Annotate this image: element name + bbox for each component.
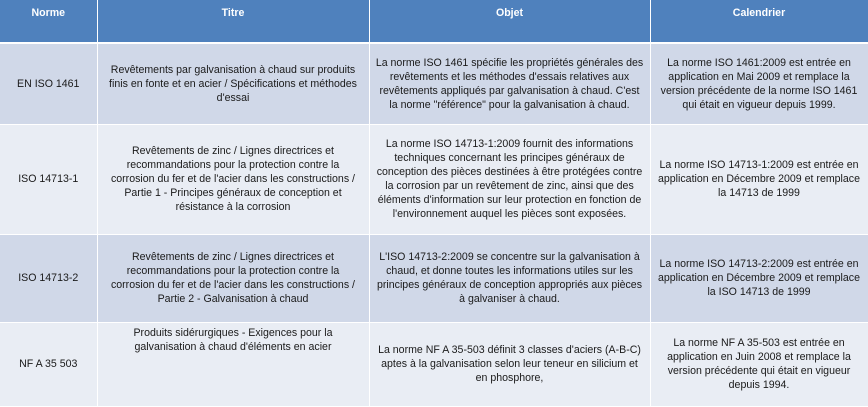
table-row <box>0 124 868 234</box>
header-row <box>0 0 868 43</box>
header-objet: Objet <box>369 0 650 43</box>
cell-norme: NF A 35 503 <box>0 322 97 406</box>
table-row <box>0 322 868 406</box>
cell-norme: EN ISO 1461 <box>0 43 97 124</box>
cell-calendrier: La norme NF A 35-503 est entrée en application en Juin 2008 et remplace la version précédente qui était en vigueur depuis 1994. <box>650 322 868 406</box>
cell-objet: La norme ISO 1461 spécifie les propriétés générales des revêtements et les méthodes d'essais relatives aux revêtements appliqués par galvanisation à chaud. C'est la norme "référence" pour la galvanisation à chaud. <box>369 43 650 124</box>
table-row <box>0 43 868 124</box>
cell-norme: ISO 14713-2 <box>0 234 97 322</box>
cell-norme: ISO 14713-1 <box>0 124 97 234</box>
cell-titre: Revêtements de zinc / Lignes directrices et recommandations pour la protection contre la corrosion du fer et de l'acier dans les constructions / Partie 1 - Principes généraux de conception et résistance à la corrosion <box>97 124 369 234</box>
cell-calendrier: La norme ISO 1461:2009 est entrée en application en Mai 2009 et remplace la version précédente de la norme ISO 1461 qui était en vigueur depuis 1999. <box>650 43 868 124</box>
header-calendrier: Calendrier <box>650 0 868 43</box>
header-norme: Norme <box>0 0 97 43</box>
cell-objet: La norme ISO 14713-1:2009 fournit des informations techniques concernant les principes généraux de conception des pièces destinées à être protégées contre la corrosion par un revêtement de zinc, ainsi que des éléments d'information sur leur protection en fonction de l'environnement auquel les pièces sont exposées. <box>369 124 650 234</box>
cell-calendrier: La norme ISO 14713-2:2009 est entrée en application en Décembre 2009 et remplace la ISO 14713 de 1999 <box>650 234 868 322</box>
header-titre: Titre <box>97 0 369 43</box>
cell-objet: La norme NF A 35-503 définit 3 classes d'aciers (A-B-C) aptes à la galvanisation selon leur teneur en silicium et en phosphore, <box>369 322 650 406</box>
cell-titre: Revêtements de zinc / Lignes directrices et recommandations pour la protection contre la corrosion du fer et de l'acier dans les constructions / Partie 2 - Galvanisation à chaud <box>97 234 369 322</box>
table-row <box>0 234 868 322</box>
cell-objet: L'ISO 14713-2:2009 se concentre sur la galvanisation à chaud, et donne toutes les informations utiles sur les principes généraux de conception appropriés aux pièces à galvaniser à chaud. <box>369 234 650 322</box>
cell-calendrier: La norme ISO 14713-1:2009 est entrée en application en Décembre 2009 et remplace la 14713 de 1999 <box>650 124 868 234</box>
cell-titre: Produits sidérurgiques - Exigences pour la galvanisation à chaud d'éléments en acier <box>97 322 369 406</box>
cell-titre: Revêtements par galvanisation à chaud sur produits finis en fonte et en acier / Spécifications et méthodes d'essai <box>97 43 369 124</box>
